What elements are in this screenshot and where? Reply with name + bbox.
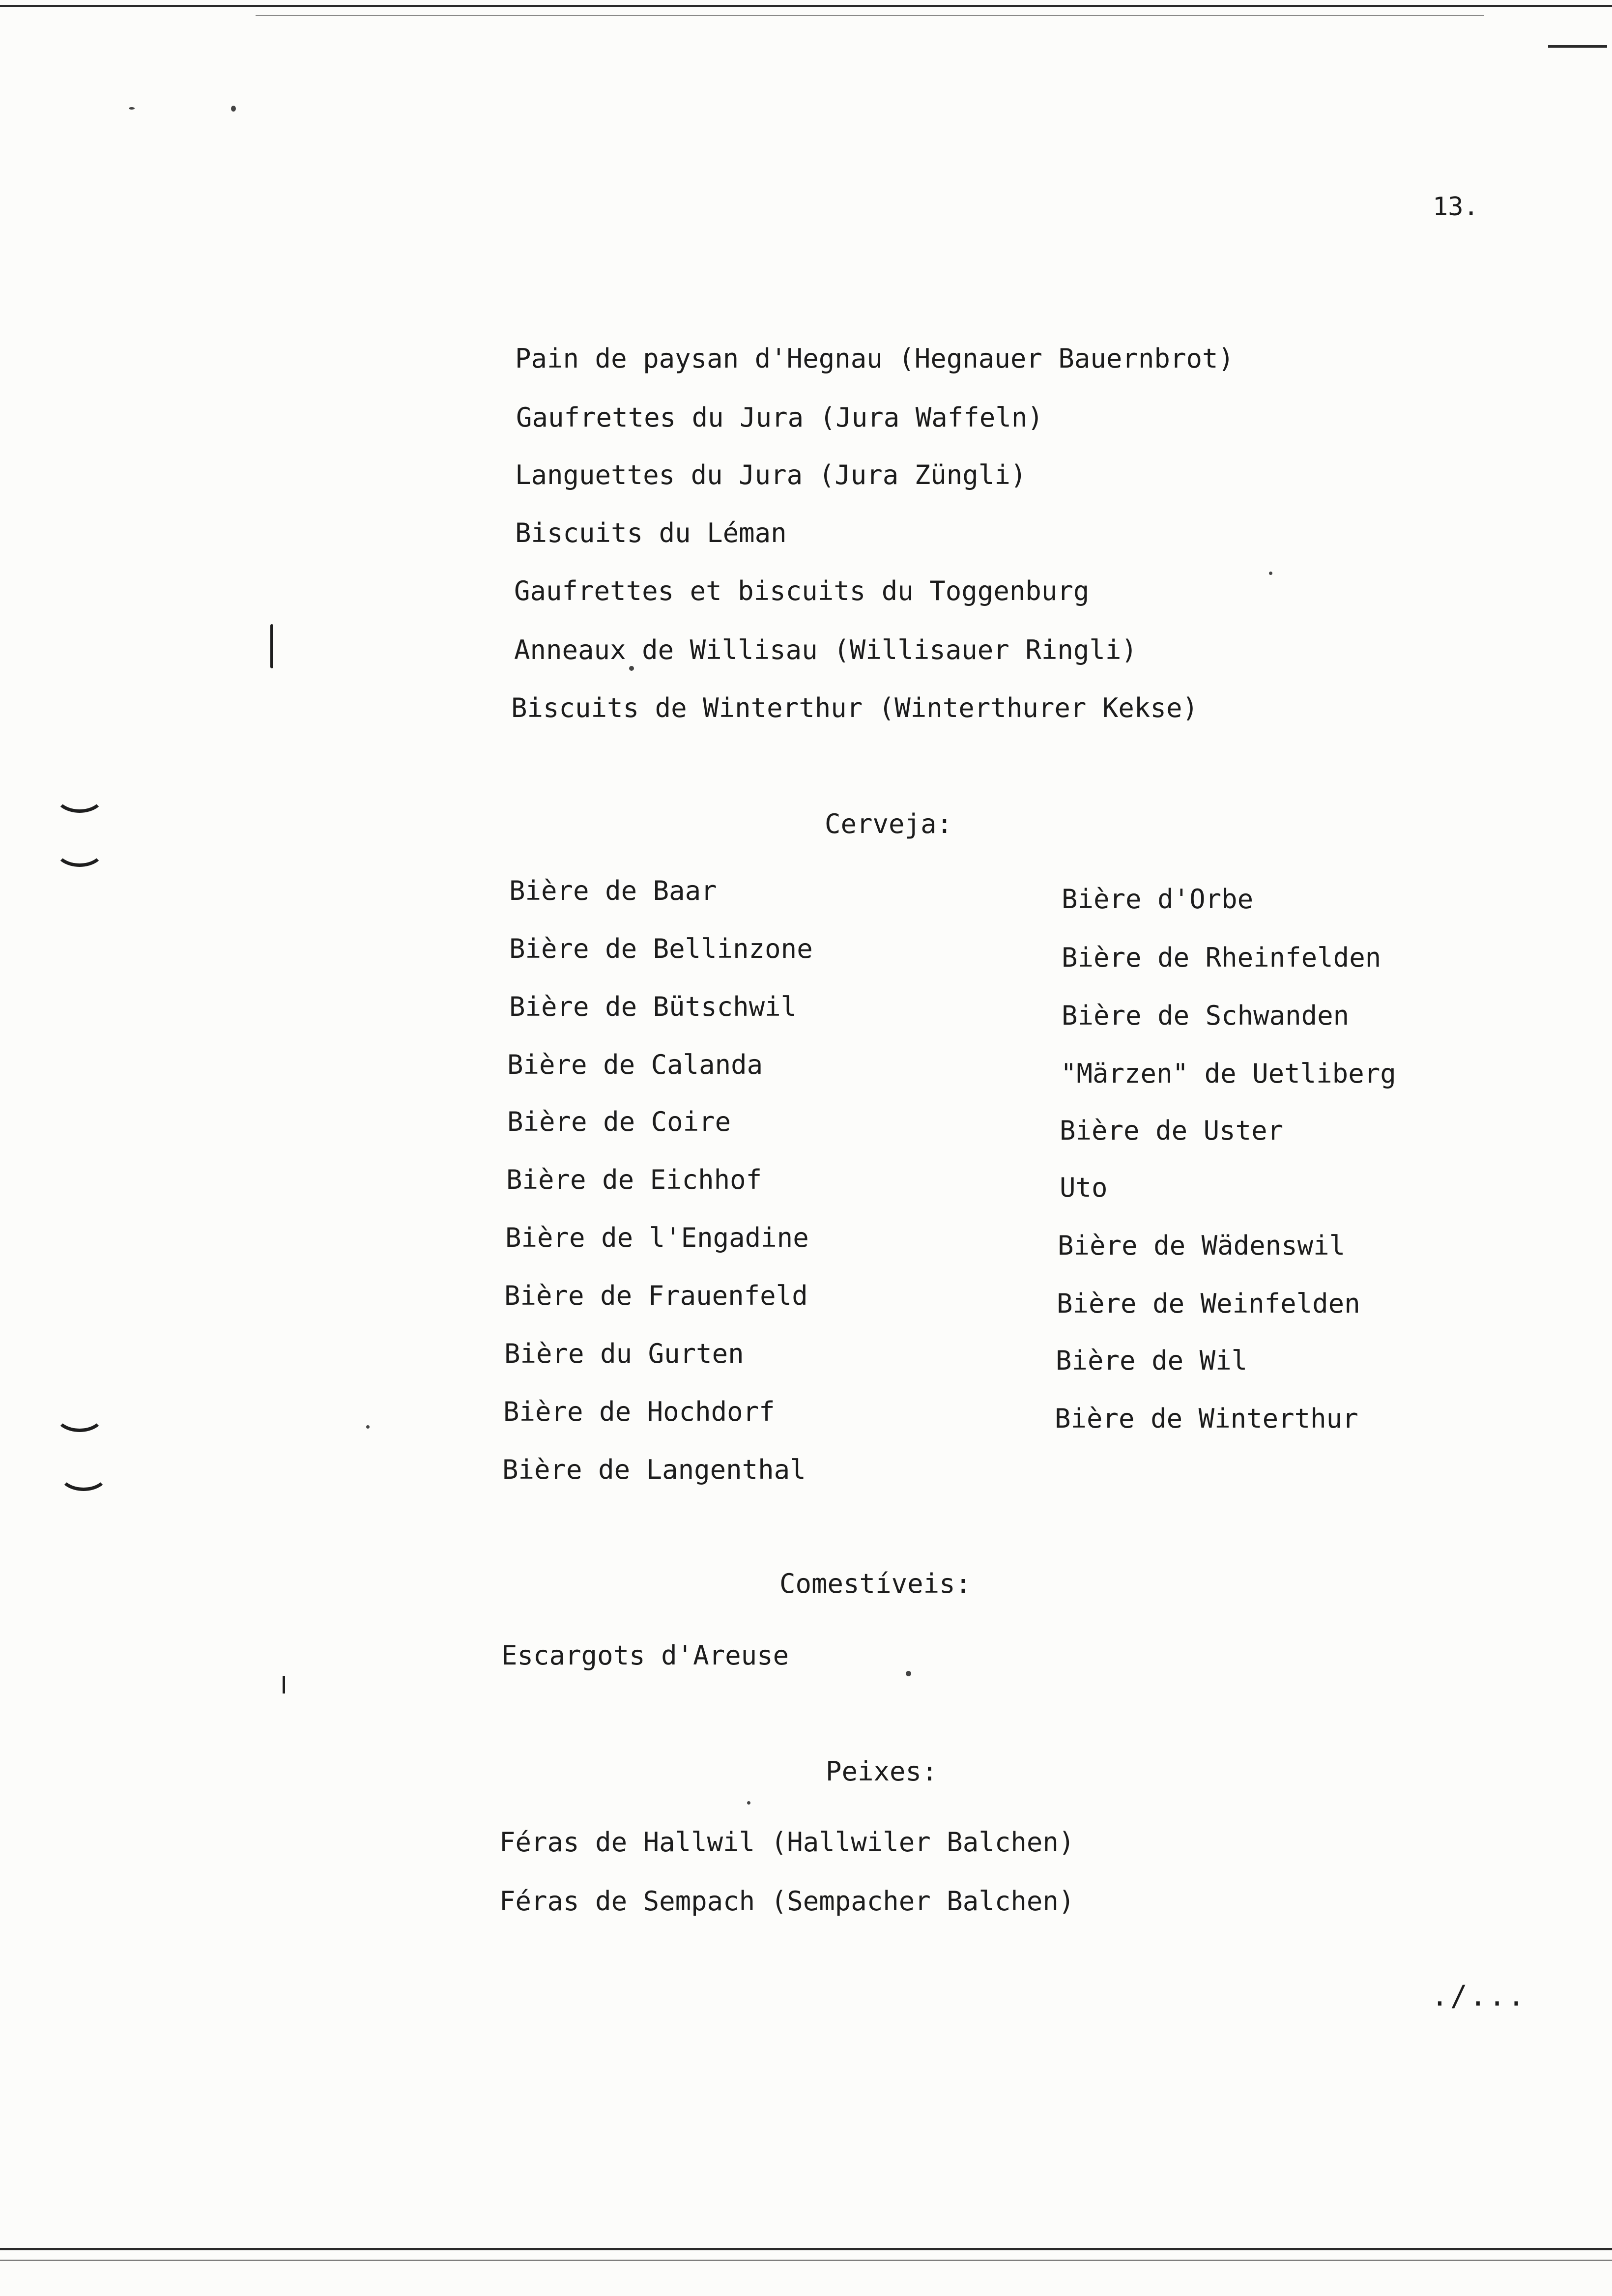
beer-item: Bière de Bütschwil [509, 991, 797, 1022]
section-heading-cerveja: Cerveja: [825, 808, 953, 839]
beer-item: "Märzen" de Uetliberg [1061, 1058, 1396, 1089]
list-item: Anneaux de Willisau (Willisauer Ringli) [514, 634, 1137, 665]
beer-item: Bière de Weinfelden [1057, 1288, 1360, 1319]
fish-item: Féras de Hallwil (Hallwiler Balchen) [499, 1827, 1075, 1858]
binding-mark [54, 1396, 105, 1432]
beer-item: Uto [1060, 1172, 1108, 1203]
binding-mark [54, 776, 105, 813]
top-edge-rule-secondary [256, 15, 1484, 16]
binding-mark [58, 1455, 109, 1491]
section-heading-comestiveis: Comestíveis: [779, 1568, 972, 1599]
beer-item: Bière de Uster [1060, 1115, 1284, 1146]
continuation-mark: ./... [1431, 1979, 1527, 2012]
scan-speck [906, 1671, 911, 1676]
list-item: Gaufrettes du Jura (Jura Waffeln) [516, 402, 1043, 433]
beer-item: Bière de Baar [509, 875, 717, 906]
beer-item: Bière de Bellinzone [509, 933, 813, 964]
beer-item: Bière de Calanda [507, 1049, 763, 1080]
beer-item: Bière de Coire [507, 1106, 731, 1137]
bottom-edge-rule [0, 2248, 1612, 2250]
beer-item: Bière de Frauenfeld [504, 1280, 808, 1311]
list-item: Pain de paysan d'Hegnau (Hegnauer Bauernbrot) [515, 343, 1234, 374]
list-item: Gaufrettes et biscuits du Toggenburg [514, 575, 1090, 606]
margin-tick [270, 624, 273, 668]
beer-item: Bière de l'Engadine [505, 1222, 809, 1253]
scan-speck [366, 1425, 370, 1429]
beer-item: Bière de Hochdorf [503, 1396, 775, 1427]
beer-item: Bière de Schwanden [1062, 1000, 1350, 1031]
scan-speck [129, 107, 135, 110]
page-number: 13. [1433, 192, 1479, 222]
beer-item: Bière de Wädenswil [1058, 1230, 1346, 1261]
scan-speck [629, 666, 634, 671]
beer-item: Bière de Wil [1056, 1345, 1248, 1376]
list-item: Biscuits de Winterthur (Winterthurer Kekse) [511, 692, 1198, 723]
scan-speck [231, 106, 236, 112]
section-heading-peixes: Peixes: [826, 1756, 938, 1787]
beer-item: Bière de Langenthal [502, 1454, 806, 1485]
beer-item: Bière du Gurten [504, 1338, 744, 1369]
list-item: Languettes du Jura (Jura Züngli) [515, 459, 1027, 490]
top-right-mark [1548, 45, 1607, 48]
beer-item: Bière d'Orbe [1062, 884, 1254, 915]
list-item: Biscuits du Léman [515, 517, 787, 548]
margin-tick [283, 1676, 285, 1693]
beer-item: Bière de Winterthur [1055, 1403, 1358, 1434]
beer-item: Bière de Rheinfelden [1062, 942, 1382, 973]
top-edge-rule [0, 5, 1612, 7]
bottom-edge-rule-secondary [0, 2260, 1612, 2261]
scan-speck [747, 1801, 750, 1805]
food-item: Escargots d'Areuse [501, 1640, 789, 1671]
beer-item: Bière de Eichhof [506, 1164, 762, 1195]
scan-speck [1269, 572, 1272, 575]
fish-item: Féras de Sempach (Sempacher Balchen) [499, 1886, 1075, 1917]
binding-mark [54, 831, 105, 867]
